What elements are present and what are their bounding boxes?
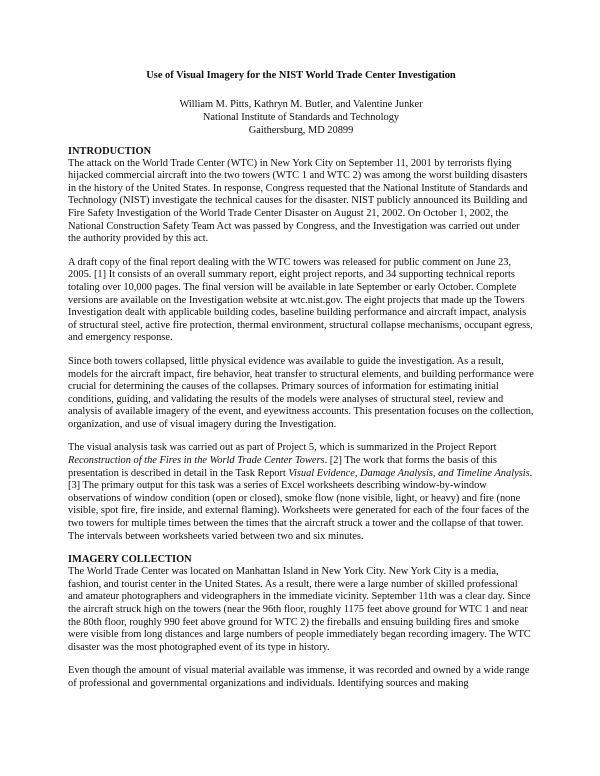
author-names: William M. Pitts, Kathryn M. Butler, and Valentine Junker <box>179 98 423 110</box>
p4-italic-project-report: Reconstruction of the Fires in the World Trade Center Towers <box>68 455 325 467</box>
p4-italic-task-report: Visual Evidence, Damage Analysis, and Timeline Analysis <box>288 467 530 479</box>
p4-text-c: . [3] The primary output for this task was a series of Excel worksheets describing window-by-window observations of window condition (open or closed), smoke flow (none visible, light, or heavy) and fire (none visible, spot fire, fire inside, and external flaming). Worksheets were generated for each of the four faces of the two towers for multiple times between the times that the aircraft struck a tower and the collapse of that tower. The intervals between worksheets varied between two and six minutes. <box>68 467 533 542</box>
intro-paragraph-1: The attack on the World Trade Center (WTC) in New York City on September 11, 2001 by terrorists flying hijacked commercial aircraft into the two towers (WTC 1 and WTC 2) was among the worst building disasters in the history of the United States. In response, Congress requested that the National Institute of Standards and Technology (NIST) investigate the technical causes for the disaster. NIST publicly announced its Building and Fire Safety Investigation of the World Trade Center Disaster on August 21, 2002. On October 1, 2002, the National Construction Safety Team Act was passed by Congress, and the Investigation was carried out under the authority provided by this act. <box>68 157 528 245</box>
affiliation: National Institute of Standards and Technology <box>202 111 400 123</box>
author-block <box>68 98 534 137</box>
intro-paragraph-3: Since both towers collapsed, little physical evidence was available to guide the investigation. As a result, models for the aircraft impact, fire behavior, heat transfer to structural elements, and building performance were crucial for determining the causes of the collapses. Primary sources of information for estimating initial conditions, guiding, and validating the results of the models were analyses of structural steel, review and analysis of available imagery of the event, and eyewitness accounts. This presentation focuses on the collection, organization, and use of visual imagery during the Investigation. <box>68 355 534 430</box>
p4-text-a: The visual analysis task was carried out as part of Project 5, which is summarized in the Project Report <box>68 442 497 454</box>
location: Gaithersburg, MD 20899 <box>248 124 354 136</box>
intro-paragraph-2: A draft copy of the final report dealing with the WTC towers was released for public comment on June 23, 2005. [1] It consists of an overall summary report, eight project reports, and 34 supporting technical reports totaling over 10,000 pages. The final version will be available in late September or early October. Complete versions are available on the Investigation website at wtc.nist.gov. The eight projects that made up the Towers Investigation dealt with applicable building codes, baseline building performance and aircraft impact, analysis of structural steel, active fire protection, thermal environment, structural collapse mechanisms, occupant egress, and emergency response. <box>68 256 533 344</box>
section-heading-imagery: IMAGERY COLLECTION <box>68 554 192 566</box>
imagery-paragraph-2: Even though the amount of visual material available was immense, it was recorded and owned by a wide range of professional and governmental organizations and individuals. Identifying sources and making <box>68 665 530 689</box>
p4-text-b: . [2] The work that forms the basis of this presentation is described in detail in the Task Report <box>68 455 497 479</box>
section-heading-introduction: INTRODUCTION <box>68 145 152 157</box>
imagery-paragraph-1: The World Trade Center was located on Manhattan Island in New York City. New York City is a media, fashion, and tourist center in the United States. As a result, there were a large number of skilled professional and amateur photographers and videographers in the immediate vicinity. September 11th was a clear day. Since the aircraft struck high on the towers (near the 96th floor, roughly 1175 feet above ground for WTC 1 and near the 80th floor, roughly 990 feet above ground for WTC 2) the fireballs and ensuing building fires and smoke were visible from long distances and large numbers of people immediately began recording imagery. The WTC disaster was the most photographed event of its type in history. <box>68 566 531 653</box>
intro-paragraph-4 <box>68 442 534 543</box>
document-page <box>68 70 534 702</box>
paper-title: Use of Visual Imagery for the NIST World Trade Center Investigation <box>146 70 456 81</box>
